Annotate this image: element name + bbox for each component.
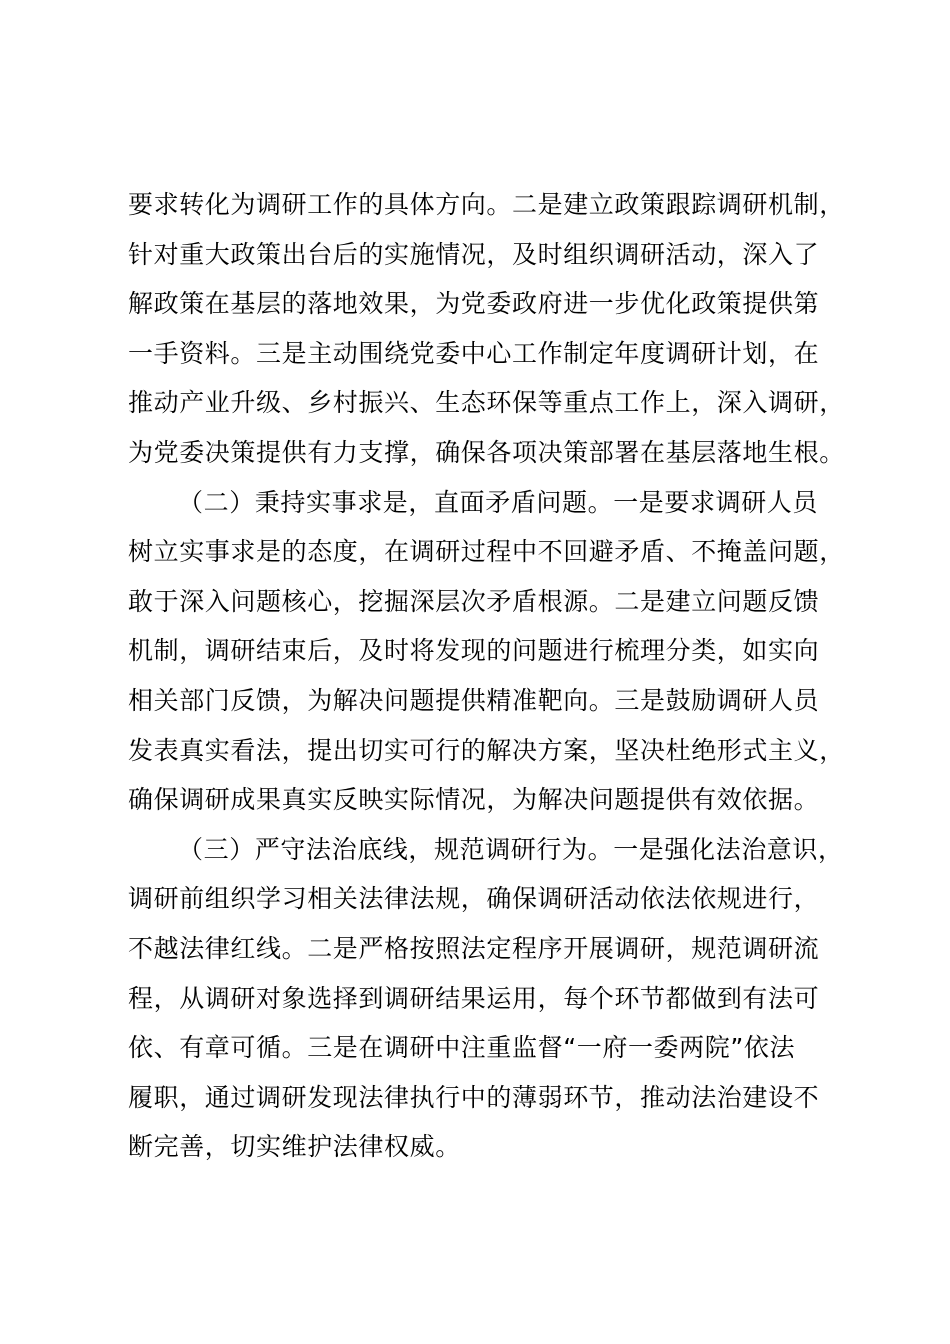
text-line: 针对重大政策出台后的实施情况，及时组织调研活动，深入了 (128, 239, 820, 269)
text-line: 树立实事求是的态度，在调研过程中不回避矛盾、不掩盖问题， (128, 537, 845, 567)
text-line: 履职，通过调研发现法律执行中的薄弱环节，推动法治建设不 (128, 1082, 820, 1112)
text-line: 相关部门反馈，为解决问题提供精准靶向。三是鼓励调研人员 (128, 685, 820, 715)
text-line: 不越法律红线。二是严格按照法定程序开展调研，规范调研流 (128, 933, 820, 963)
text-line: 发表真实看法，提出切实可行的解决方案，坚决杜绝形式主义， (128, 735, 845, 765)
text-line: 断完善，切实维护法律权威。 (128, 1132, 461, 1162)
text-line: 为党委决策提供有力支撑，确保各项决策部署在基层落地生根。 (128, 437, 845, 467)
text-line: 推动产业升级、乡村振兴、生态环保等重点工作上，深入调研， (128, 388, 845, 418)
text-line: 解政策在基层的落地效果，为党委政府进一步优化政策提供第 (128, 289, 820, 319)
text-line: 敢于深入问题核心，挖掘深层次矛盾根源。二是建立问题反馈 (128, 586, 820, 616)
text-line: 调研前组织学习相关法律法规，确保调研活动依法依规进行， (128, 884, 820, 914)
text-line: 程，从调研对象选择到调研结果运用，每个环节都做到有法可 (128, 983, 820, 1013)
section-heading-line: （三）严守法治底线，规范调研行为。一是强化法治意识， (178, 834, 844, 864)
text-line: 确保调研成果真实反映实际情况，为解决问题提供有效依据。 (128, 785, 820, 815)
body-text (128, 180, 858, 1172)
text-line: 一手资料。三是主动围绕党委中心工作制定年度调研计划，在 (128, 338, 820, 368)
section-heading-line: （二）秉持实事求是，直面矛盾问题。一是要求调研人员 (178, 487, 819, 517)
text-line: 依、有章可循。三是在调研中注重监督“一府一委两院”依法 (128, 1033, 796, 1063)
text-line: 要求转化为调研工作的具体方向。二是建立政策跟踪调研机制， (128, 190, 845, 219)
text-line: 机制，调研结束后，及时将发现的问题进行梳理分类，如实向 (128, 636, 820, 666)
